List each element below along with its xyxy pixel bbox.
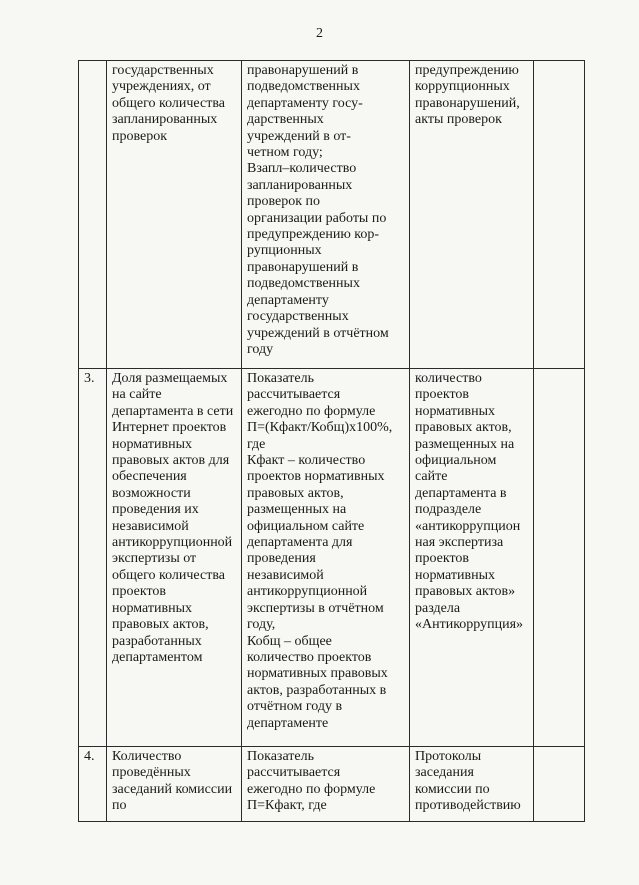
- indicator-cell: [107, 369, 242, 747]
- row-number: 3.: [79, 369, 107, 747]
- indicator-text: государственных учреждениях, от общего количества запланированных проверок: [112, 63, 225, 144]
- table-row: [79, 747, 585, 822]
- method-cell: [242, 369, 410, 747]
- indicator-cell: [107, 61, 242, 369]
- empty-cell: [534, 369, 585, 747]
- indicators-table: [78, 60, 585, 822]
- empty-cell: [534, 61, 585, 369]
- source-cell: [410, 369, 534, 747]
- page-number: 2: [316, 26, 323, 41]
- source-text: Протоколы заседания комиссии по противодействию: [415, 749, 521, 814]
- method-text: Показатель рассчитывается ежегодно по формуле П=(Кфакт/Кобщ)х100%, где Кфакт – количество проектов нормативных правовых актов, размещенных на официальном сайте департамента для проведения независимой антикоррупционной экспертизы в отчётном году, Кобщ – общее количество проектов нормативных правовых актов, разработанных в отчётном году в департаменте: [247, 371, 393, 731]
- indicator-cell: [107, 747, 242, 822]
- source-text: предупреждению коррупционных правонарушений, акты проверок: [415, 63, 520, 128]
- row-number: 4.: [79, 747, 107, 822]
- method-text: Показатель рассчитывается ежегодно по формуле П=Кфакт, где: [247, 749, 376, 814]
- table-row: [79, 369, 585, 747]
- source-text: количество проектов нормативных правовых актов, размещенных на официальном сайте департамента в подразделе «антикоррупцион ная экспертиза проектов нормативных правовых актов» раздела «Антикоррупция»: [415, 371, 524, 633]
- method-text: правонарушений в подведомственных департаменту госу- дарственных учреждений в от- четном году; Взапл–количество запланированных проверок по организации работы по предупреждению кор- рупционных правонарушений в подведомственных департаменту государственных учреждений в отчётном году: [247, 63, 389, 357]
- empty-cell: [534, 747, 585, 822]
- method-cell: [242, 747, 410, 822]
- method-cell: [242, 61, 410, 369]
- source-cell: [410, 61, 534, 369]
- source-cell: [410, 747, 534, 822]
- indicator-text: Количество проведённых заседаний комиссии по: [112, 749, 233, 814]
- table-row: [79, 61, 585, 369]
- indicator-text: Доля размещаемых на сайте департамента в сети Интернет проектов нормативных правовых актов для обеспечения возможности проведения их независимой антикоррупционной экспертизы от общего количества проектов нормативных правовых актов, разработанных департаментом: [112, 371, 234, 665]
- row-number: [79, 61, 107, 369]
